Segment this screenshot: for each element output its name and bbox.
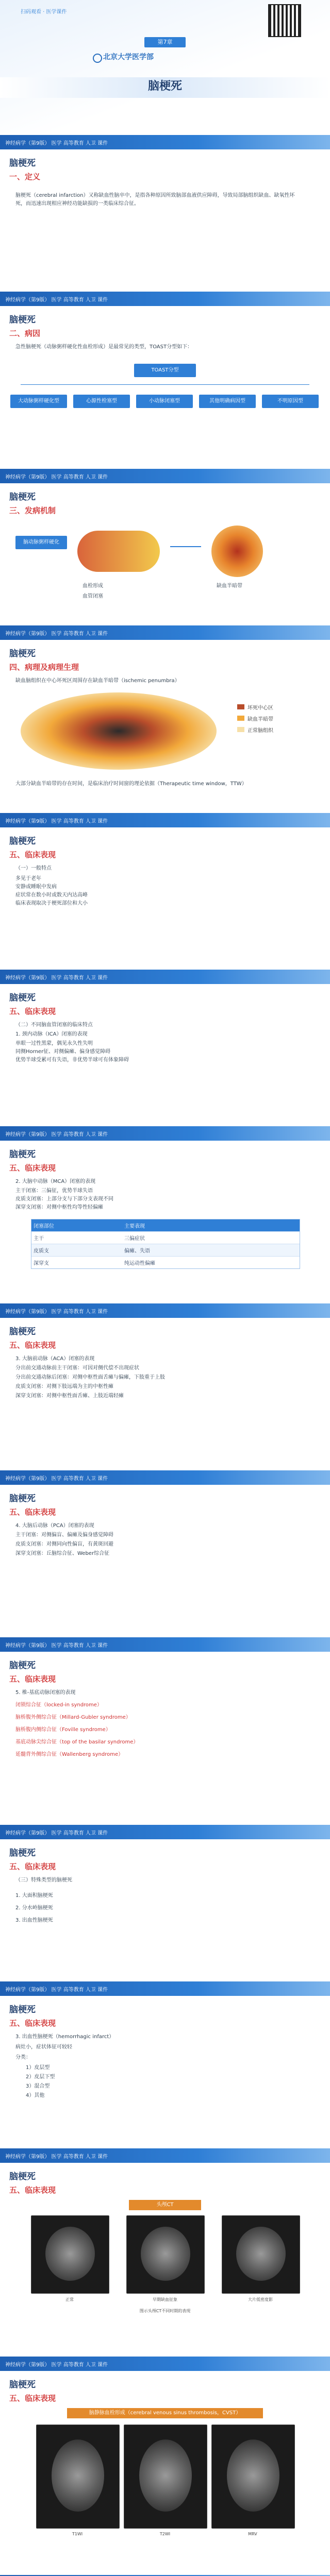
list-item: 基底动脉尖综合征（top of the basilar syndrome） bbox=[15, 1739, 139, 1745]
table-cell: 皮质支 bbox=[34, 1248, 49, 1254]
slide-heading: 五、临床表现 bbox=[9, 1862, 56, 1871]
list-item: 2. 分水岭脑梗死 bbox=[15, 1905, 53, 1911]
slide-bar-text: 神经病学（第9版） 医学 高等教育 人卫 课件 bbox=[5, 631, 108, 637]
mri-image bbox=[211, 2425, 295, 2529]
slide-title: 脑梗死 bbox=[9, 315, 36, 325]
slide-heading: 五、临床表现 bbox=[9, 1007, 56, 1016]
slide-etiology bbox=[0, 292, 330, 467]
image-caption: 正常 bbox=[65, 2297, 74, 2302]
legend-item: 正常脑组织 bbox=[248, 728, 273, 734]
figure-title: 头颅CT bbox=[129, 2200, 201, 2210]
list-item: 安静或睡眠中发病 bbox=[15, 884, 57, 890]
penumbra-diagram bbox=[21, 692, 217, 770]
slide-heading: 五、临床表现 bbox=[9, 1163, 56, 1173]
slide-bar-text: 神经病学（第9版） 医学 高等教育 人卫 课件 bbox=[5, 141, 108, 146]
list-item: 分出前交通动脉前主干闭塞：可因对侧代偿不出现症状 bbox=[15, 1365, 139, 1371]
list-item: 1）皮层型 bbox=[26, 2065, 50, 2071]
slide-body: 脑梗死（cerebral infarction）又称缺血性脑卒中，是指各种原因所致脑部血液供应障碍，导致局部脑组织缺血、缺氧性坏死，而迅速出现相应神经功能缺损的一类临床综合征。 bbox=[15, 193, 295, 207]
mri-image bbox=[36, 2425, 120, 2529]
list-item: （二）不同脑血管闭塞的临床特点 bbox=[15, 1022, 93, 1028]
qr-code bbox=[268, 4, 301, 37]
list-item: 优势半球受累可有失语，非优势半球可有体象障碍 bbox=[15, 1057, 129, 1063]
slide-title: 脑梗死 bbox=[9, 1494, 36, 1504]
list-item: 4）其他 bbox=[26, 2093, 45, 2098]
slide-title: 脑梗死 bbox=[9, 2172, 36, 2182]
slide-special-types bbox=[0, 1825, 330, 1979]
slide-bar-text: 神经病学（第9版） 医学 高等教育 人卫 课件 bbox=[5, 1476, 108, 1482]
list-item: 主干闭塞：三偏征，优势半球失语 bbox=[15, 1188, 93, 1194]
image-caption: 大片低密度影 bbox=[248, 2297, 273, 2302]
slide-heading: 五、临床表现 bbox=[9, 2185, 56, 2195]
slide-definition bbox=[0, 135, 330, 290]
university-logo-icon bbox=[93, 54, 102, 63]
list-item: 1. 颈内动脉（ICA）闭塞的表现 bbox=[15, 1031, 88, 1037]
image-caption: 早期缺血征象 bbox=[153, 2297, 177, 2302]
slide-vertebrobasilar bbox=[0, 1637, 330, 1823]
slide-heading: 五、临床表现 bbox=[9, 2019, 56, 2028]
toast-box: 其他明确病因型 bbox=[199, 395, 256, 408]
list-item: 病灶小，症状体征可较轻 bbox=[15, 2044, 72, 2050]
slide-bar-text: 神经病学（第9版） 医学 高等教育 人卫 课件 bbox=[5, 1643, 108, 1649]
slide-bar-text: 神经病学（第9版） 医学 高等教育 人卫 课件 bbox=[5, 1987, 108, 1993]
slide-bar-text: 神经病学（第9版） 医学 高等教育 人卫 课件 bbox=[5, 2154, 108, 2160]
list-item: 4. 大脑后动脉（PCA）闭塞的表现 bbox=[15, 1523, 94, 1529]
list-item: 脑桥腹内侧综合征（Foville syndrome） bbox=[15, 1727, 111, 1733]
ct-image bbox=[222, 2215, 300, 2294]
slide-cvst bbox=[0, 2357, 330, 2573]
figure-note: 图示头颅CT不同时期的表现 bbox=[139, 2309, 191, 2313]
slide-bar-text: 神经病学（第9版） 医学 高等教育 人卫 课件 bbox=[5, 975, 108, 981]
mechanism-label: 血栓形成 bbox=[82, 583, 103, 589]
slide-pathology bbox=[0, 625, 330, 811]
cover-title: 脑梗死 bbox=[147, 80, 182, 93]
slide-title: 脑梗死 bbox=[9, 1327, 36, 1337]
table-cell: 主干 bbox=[34, 1236, 44, 1242]
table-cell: 偏瘫、失语 bbox=[124, 1248, 150, 1254]
list-item: 脑桥腹外侧综合征（Millard-Gubler syndrome） bbox=[15, 1715, 131, 1720]
slide-bar-text: 神经病学（第9版） 医学 高等教育 人卫 课件 bbox=[5, 297, 108, 303]
image-caption: T2WI bbox=[159, 2532, 171, 2536]
artery-illustration bbox=[77, 531, 160, 572]
list-item: 深穿支闭塞：对侧中枢性面舌瘫、上肢近端轻瘫 bbox=[15, 1393, 124, 1399]
image-caption: T1WI bbox=[72, 2532, 83, 2536]
cover-slide bbox=[0, 0, 330, 134]
slide-heading: 五、临床表现 bbox=[9, 1341, 56, 1350]
mri-image bbox=[124, 2425, 207, 2529]
slide-heading: 三、发病机制 bbox=[9, 506, 56, 515]
slide-body: 缺血脑组织在中心坏死区周围存在缺血半暗带（ischemic penumbra） bbox=[15, 678, 180, 684]
slide-note: 大部分缺血半暗带的存在时间，是临床治疗时间窗的理论依据（Therapeutic time window，TTW） bbox=[15, 781, 247, 787]
toast-root-box: TOAST分型 bbox=[134, 364, 196, 377]
slide-title: 脑梗死 bbox=[9, 1149, 36, 1160]
list-item: 延髓背外侧综合征（Wallenberg syndrome） bbox=[15, 1752, 124, 1757]
list-item: （三）特殊类型的脑梗死 bbox=[15, 1877, 72, 1883]
slide-ct bbox=[0, 2148, 330, 2354]
list-item: 5. 椎-基底动脉闭塞的表现 bbox=[15, 1690, 76, 1696]
slide-heading: 五、临床表现 bbox=[9, 850, 56, 859]
slide-aca bbox=[0, 1303, 330, 1468]
toast-box: 大动脉粥样硬化型 bbox=[10, 395, 67, 408]
list-item: 临床表现取决于梗死部位和大小 bbox=[15, 901, 88, 906]
list-item: 闭锁综合征（locked-in syndrome） bbox=[15, 1702, 102, 1708]
slide-title: 脑梗死 bbox=[9, 649, 36, 659]
slide-heading: 五、临床表现 bbox=[9, 1674, 56, 1684]
list-item: 分出前交通动脉后闭塞：对侧中枢性面舌瘫与偏瘫，下肢重于上肢 bbox=[15, 1375, 165, 1380]
slide-bar-text: 神经病学（第9版） 医学 高等教育 人卫 课件 bbox=[5, 1132, 108, 1138]
slide-title: 脑梗死 bbox=[9, 1660, 36, 1671]
figure-title: 脑静脉血栓形成（cerebral venous sinus thrombosis，CVST） bbox=[67, 2408, 263, 2418]
legend-item: 缺血半暗带 bbox=[248, 717, 273, 722]
table-header: 主要表现 bbox=[124, 1224, 145, 1229]
slide-heading: 五、临床表现 bbox=[9, 1507, 56, 1517]
list-item: 深穿支闭塞：丘脑综合征、Weber综合征 bbox=[15, 1551, 110, 1556]
slide-title: 脑梗死 bbox=[9, 1848, 36, 1858]
slide-mca bbox=[0, 1126, 330, 1301]
slide-title: 脑梗死 bbox=[9, 2005, 36, 2015]
legend-item: 坏死中心区 bbox=[248, 705, 273, 711]
mechanism-label: 血管闭塞 bbox=[82, 594, 103, 599]
slide-title: 脑梗死 bbox=[9, 2380, 36, 2390]
toast-box: 小动脉闭塞型 bbox=[136, 395, 193, 408]
flow-arrow bbox=[170, 546, 201, 547]
list-item: （一）一般特点 bbox=[15, 866, 52, 871]
list-item: 皮质支闭塞：对侧同向性偏盲，有黄斑回避 bbox=[15, 1541, 113, 1547]
slide-bar-text: 神经病学（第9版） 医学 高等教育 人卫 课件 bbox=[5, 474, 108, 480]
slide-heading: 一、定义 bbox=[9, 172, 41, 181]
slide-mechanism bbox=[0, 469, 330, 623]
slide-pca bbox=[0, 1470, 330, 1635]
ct-image bbox=[126, 2215, 205, 2294]
slide-heading: 五、临床表现 bbox=[9, 2394, 56, 2403]
toast-box: 心源性栓塞型 bbox=[73, 395, 130, 408]
top-note: 扫码观看 · 医学课件 bbox=[21, 9, 67, 15]
list-item: 3. 出血性脑梗死（hemorrhagic infarct） bbox=[15, 2034, 114, 2040]
table-cell: 深穿支 bbox=[34, 1261, 49, 1266]
university-logo-text: 北京大学医学部 bbox=[103, 53, 154, 61]
slide-title: 脑梗死 bbox=[9, 492, 36, 502]
slide-heading: 二、病因 bbox=[9, 329, 41, 338]
slide-title: 脑梗死 bbox=[9, 993, 36, 1003]
mca-table bbox=[31, 1219, 300, 1269]
list-item: 3. 出血性脑梗死 bbox=[15, 1918, 53, 1923]
slide-hemorrhagic bbox=[0, 1981, 330, 2146]
table-cell: 纯运动性偏瘫 bbox=[124, 1261, 155, 1266]
list-item: 皮质支闭塞：上部分支与下部分支表现不同 bbox=[15, 1196, 113, 1202]
slide-bar-text: 神经病学（第9版） 医学 高等教育 人卫 课件 bbox=[5, 1309, 108, 1315]
mechanism-box: 脑动脉粥样硬化 bbox=[15, 536, 67, 549]
slide-title: 脑梗死 bbox=[9, 836, 36, 846]
list-item: 主干闭塞：对侧偏盲、偏瘫及偏身感觉障碍 bbox=[15, 1532, 113, 1538]
penumbra-legend bbox=[237, 703, 273, 737]
slide-bar-text: 神经病学（第9版） 医学 高等教育 人卫 课件 bbox=[5, 2362, 108, 2368]
penumbra-illustration bbox=[211, 526, 263, 577]
list-item: 症状常在数小时或数天内达高峰 bbox=[15, 892, 88, 898]
mechanism-label: 缺血半暗带 bbox=[217, 583, 242, 589]
list-item: 同侧Horner征、对侧偏瘫、偏身感觉障碍 bbox=[15, 1049, 111, 1055]
slide-bar-text: 神经病学（第9版） 医学 高等教育 人卫 课件 bbox=[5, 1831, 108, 1836]
list-item: 3）混合型 bbox=[26, 2083, 50, 2089]
list-item: 深穿支闭塞：对侧中枢性均等性轻偏瘫 bbox=[15, 1205, 103, 1210]
list-item: 单眼一过性黑蒙，偶见永久性失明 bbox=[15, 1041, 93, 1046]
slide-ica bbox=[0, 970, 330, 1124]
slide-title: 脑梗死 bbox=[9, 158, 36, 168]
image-caption: MRV bbox=[248, 2532, 257, 2536]
table-header: 闭塞部位 bbox=[34, 1224, 54, 1229]
list-item: 3. 大脑前动脉（ACA）闭塞的表现 bbox=[15, 1356, 95, 1362]
table-cell: 三偏症状 bbox=[124, 1236, 145, 1242]
chapter-badge: 第7章 bbox=[144, 37, 186, 47]
list-item: 多见于老年 bbox=[15, 876, 41, 882]
list-item: 分类： bbox=[15, 2055, 31, 2060]
list-item: 1. 大面积脑梗死 bbox=[15, 1893, 53, 1899]
slide-clinical-general bbox=[0, 813, 330, 968]
slide-heading: 四、病理及病理生理 bbox=[9, 663, 79, 672]
list-item: 2. 大脑中动脉（MCA）闭塞的表现 bbox=[15, 1179, 96, 1184]
toast-box: 不明原因型 bbox=[262, 395, 319, 408]
slide-body: 急性脑梗死（动脉粥样硬化性血栓形成）是最常见的类型，TOAST分型如下： bbox=[15, 344, 193, 350]
list-item: 皮质支闭塞：对侧下肢远端为主的中枢性瘫 bbox=[15, 1384, 113, 1389]
ct-image bbox=[31, 2215, 109, 2294]
slide-bar-text: 神经病学（第9版） 医学 高等教育 人卫 课件 bbox=[5, 819, 108, 824]
list-item: 2）皮层下型 bbox=[26, 2074, 55, 2080]
